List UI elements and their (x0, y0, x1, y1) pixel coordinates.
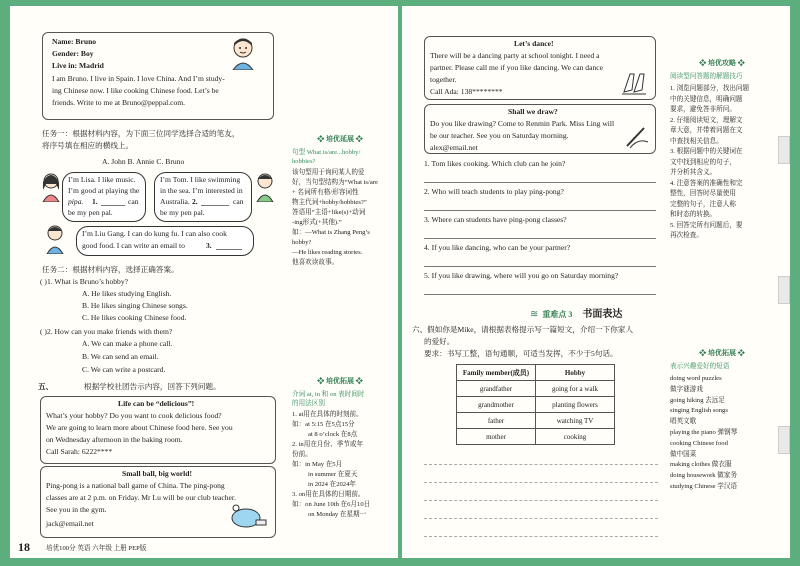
sidebar-line: 1. 浏览问题部分，找出问题 (670, 85, 750, 92)
writing-line-4[interactable] (424, 518, 658, 519)
lisa-line-4: be my pen pal. (68, 208, 113, 217)
palette-icon (624, 124, 650, 150)
draw-line-2: be our teacher. See you on Saturday morning. (430, 131, 569, 140)
task1-instruction-2: 将序号填在相应的横线上。 (42, 141, 134, 150)
profile-gender: Gender: Boy (52, 49, 94, 58)
notice-cooking-line-4: Call Sarah: 6222**** (46, 447, 113, 456)
side2-line-6: 2. in用在月份、季节或年 (292, 441, 364, 448)
focus-label: 重难点 3 (542, 310, 573, 319)
notice-cooking-title: Life can be “delicious”! (118, 399, 195, 408)
page-number: 18 (18, 540, 30, 554)
task2-q1-b[interactable]: B. He likes singing Chinese songs. (82, 301, 188, 310)
side-extension-title-3: ❖ 培优拓展 ❖ (680, 348, 764, 358)
liu-gang-avatar-icon (44, 224, 66, 254)
lisa-line-2: I’m good at playing the (68, 186, 140, 195)
sidebar-line: 唱英文歌 (670, 418, 697, 426)
footer-book-info: 培优100分 英语 六年级 上册 PEP版 (46, 545, 147, 552)
side2-line-12: 如：on June 10th 在6月10日 (292, 501, 371, 508)
liu-line-2: good food. I can write an email to (82, 241, 185, 250)
task1-options: A. John B. Annie C. Bruno (102, 157, 185, 166)
side1-line-11: —He likes reading stories. (292, 249, 363, 256)
left-page (10, 6, 398, 558)
table-row: mother cooking (457, 429, 615, 445)
tom-line-2: in the sea. I’m interested in (160, 186, 243, 195)
side2-line-5: at 8 o’clock 在8点 (308, 431, 358, 438)
tom-line-1: I’m Tom. I like swimming (160, 175, 241, 184)
notice-cooking-line-3: on Wednesday afternoon in the baking room. (46, 435, 183, 444)
notice-pingpong-line-2: classes are at 2 p.m. on Friday. Mr Lu will be our club teacher. (46, 493, 236, 502)
side1-line-6: 物主代词+hobby/hobbies?” (292, 199, 367, 206)
notice-pingpong-line-4: jack@email.net (46, 519, 94, 528)
sidebar-line: 4. 注意答案的准确性和完 (670, 179, 743, 187)
writing-line-5[interactable] (424, 536, 658, 537)
wave-icon: ≋ (530, 309, 539, 320)
sidebar-line: 做中国菜 (670, 450, 697, 458)
sidebar-line: 3. 根据问题中的关键词在 (670, 148, 743, 155)
six-requirement: 要求：书写工整，语句通顺，可适当发挥，不少于5句话。 (424, 349, 618, 358)
task2-q1-c[interactable]: C. He likes cooking Chinese food. (82, 313, 187, 322)
table-row: grandmother planting flowers (457, 397, 615, 413)
sidebar-line: 中查找相关信息。 (670, 137, 723, 145)
table-row: grandfather going for a walk (457, 381, 615, 397)
sidebar-line: cooking Chinese food (670, 439, 728, 447)
six-instruction-1: 六、假如你是Mike，请根据表格提示写一篇短文，介绍一下你家人 (412, 325, 634, 334)
sidebar-line: making clothes 做衣服 (670, 461, 732, 469)
task2-q1-a[interactable]: A. He likes studying English. (82, 289, 172, 298)
side-extension-subtitle-3: 表示兴趣爱好的短语 (670, 363, 730, 370)
answer-line-1[interactable] (424, 182, 656, 183)
profile-text-3: friends. Write to me at Bruno@peppal.com. (52, 98, 186, 107)
focus-header (530, 304, 654, 318)
profile-text-1: I am Bruno. I live in Spain. I love China. And I’m study- (52, 74, 225, 83)
side1-line-12: 他喜欢读故事。 (292, 259, 339, 266)
lisa-avatar-icon (40, 172, 62, 202)
edge-tab (778, 426, 790, 454)
notice-pingpong-line-1: Ping-pong is a national ball game of China. The ping-pong (46, 481, 225, 490)
bruno-avatar-icon (228, 36, 258, 70)
side1-line-2: hobbies? (292, 158, 316, 165)
tom-answer-blank[interactable] (201, 205, 229, 206)
task2-title: 任务二：根据材料内容，选择正确答案。 (42, 265, 179, 274)
dance-shoes-icon (620, 68, 648, 96)
profile-live: Live in: Madrid (52, 61, 104, 70)
draw-title: Shall we draw? (508, 107, 558, 116)
table-header-member: Family member(成员) (457, 365, 536, 381)
side1-line-3: 该句型用于询问某人的爱 (292, 169, 365, 176)
side1-line-7: 答语用“主语+like(s)+动词 (292, 209, 366, 216)
task2-q2-a[interactable]: A. We can make a phone call. (82, 339, 173, 348)
side-extension-title-2: ❖ 培优拓展 ❖ (300, 376, 380, 386)
table-row: father watching TV (457, 413, 615, 429)
writing-line-1[interactable] (424, 464, 658, 465)
side-strategy-subtitle: 阅读型问答题的解题技巧 (670, 73, 743, 80)
table-header-hobby: Hobby (536, 365, 615, 381)
dance-line-3: together. (430, 75, 457, 84)
sidebar-line: 2. 仔细阅读短文，理解文 (670, 116, 743, 124)
tom-blank-num: 2. (192, 197, 198, 206)
side2-line-3: 1. at用在具体的时刻前。 (292, 411, 363, 418)
dance-line-1: There will be a dancing party at school tonight. I need a (430, 51, 600, 60)
side2-line-11: 3. on用在具体的日期前。 (292, 491, 365, 498)
lisa-blank-num: 1. (92, 197, 98, 206)
sidebar-line: playing the piano 弹钢琴 (670, 429, 738, 436)
question-1: 1. Tom likes cooking. Which club can he join? (424, 159, 566, 168)
liu-answer-blank[interactable] (216, 249, 242, 250)
answer-line-4[interactable] (424, 266, 656, 267)
side1-line-9: 如：—What is Zhang Peng’s (292, 229, 370, 236)
question-5: 5. If you like drawing, where will you go on Saturday morning? (424, 271, 619, 280)
sidebar-line: 文中找到相应的句子， (670, 158, 736, 166)
sidebar-line: going hiking 去远足 (670, 396, 725, 404)
side2-line-8: 如：in May 在5月 (292, 461, 343, 468)
task2-q2-b[interactable]: B. We can send an email. (82, 352, 159, 361)
focus-title: 书面表达 (582, 309, 623, 320)
sidebar-line: 章大意，并带着问题在文 (670, 127, 743, 134)
notice-pingpong-title: Small ball, big world! (122, 469, 193, 478)
side2-line-9: in summer 在夏天 (308, 471, 358, 478)
side1-line-4: 好，当句型结构为“What is/are (292, 179, 378, 186)
task2-q2[interactable]: ( )2. How can you make friends with them? (40, 327, 173, 336)
lisa-line-3a: pipa. (68, 197, 84, 206)
tom-line-3c: can (233, 197, 244, 206)
side-strategy-title: ❖ 培优攻略 ❖ (680, 58, 764, 68)
lisa-line-1: I’m Lisa. I like music. (68, 175, 136, 184)
draw-line-1: Do you like drawing? Come to Renmin Park. Miss Ling will (430, 119, 615, 128)
question-3: 3. Where can students have ping-pong classes? (424, 215, 567, 224)
sidebar-line: doing word puzzles (670, 375, 722, 382)
answer-line-2[interactable] (424, 210, 656, 211)
section-five-instruction: 根据学校社团告示内容，回答下列问题。 (84, 382, 221, 391)
sidebar-line: 中的关键信息，明确问题 (670, 95, 743, 103)
sidebar-line: 整性，回答时尽量使用 (670, 190, 736, 197)
ping-pong-paddle-icon (228, 502, 268, 532)
question-2: 2. Who will teach students to play ping-pong? (424, 187, 564, 196)
sidebar-line: 并分析其含义。 (670, 169, 717, 176)
side2-line-2: 的用法区别 (292, 400, 325, 407)
notice-cooking-line-2: We are going to learn more about Chinese food here. See you (46, 423, 233, 432)
liu-line-1: I’m Liu Gang. I can do kung fu. I can also cook (82, 229, 227, 238)
section-five-number: 五、 (38, 382, 54, 391)
lisa-answer-blank[interactable] (101, 205, 125, 206)
tom-line-3a: Australia. (160, 197, 190, 206)
draw-line-3: alex@email.net (430, 143, 478, 152)
answer-line-3[interactable] (424, 238, 656, 239)
task2-q2-c[interactable]: C. We can write a postcard. (82, 365, 166, 374)
sidebar-line: singing English songs (670, 407, 728, 415)
side-extension-title-1: ❖ 培优延展 ❖ (300, 134, 380, 144)
profile-text-2: ing Chinese now. I like cooking Chinese food. Let’s be (52, 86, 219, 95)
writing-line-3[interactable] (424, 500, 658, 501)
side1-line-5: + 名词所有格/形容词性 (292, 189, 359, 196)
sidebar-line: 做字谜游戏 (670, 385, 703, 393)
dance-line-4: Call Ada: 138******** (430, 87, 503, 96)
sidebar-line: 要求，避免答非所问。 (670, 106, 736, 113)
six-instruction-2: 的爱好。 (424, 337, 455, 346)
dance-title: Let’s dance! (514, 39, 554, 48)
side1-line-1: 句型 What is/are...hobby/ (292, 149, 361, 156)
sidebar-line: 5. 回答完所有问题后，要 (670, 221, 743, 229)
task2-q1[interactable]: ( )1. What is Bruno’s hobby? (40, 277, 129, 286)
sidebar-line: 再次检查。 (670, 232, 703, 239)
side1-line-10: hobby? (292, 239, 312, 246)
sidebar-line: studying Chinese 学汉语 (670, 483, 738, 490)
family-hobby-table (456, 364, 615, 445)
profile-name: Name: Bruno (52, 37, 97, 46)
side2-line-4: 如：at 5:15 在5点15分 (292, 421, 355, 428)
tom-line-4: be my pen pal. (160, 208, 205, 217)
side2-line-7: 份前。 (292, 451, 312, 458)
task1-instruction-1: 任务一：根据材料内容，为下面三位同学选择合适的笔友， (42, 129, 240, 138)
edge-tab (778, 276, 790, 304)
right-page (402, 6, 790, 558)
edge-tab (778, 136, 790, 164)
sidebar-line: 和时态的转换。 (670, 211, 717, 218)
side2-line-13: on Monday 在星期一 (308, 511, 367, 518)
dance-line-2: partner. Please call me if you like dancing. We can dance (430, 63, 603, 72)
side1-line-8: -ing形式(+其他).” (292, 219, 342, 226)
notice-cooking-line-1: What’s your hobby? Do you want to cook delicious food? (46, 411, 222, 420)
answer-line-5[interactable] (424, 294, 656, 295)
sidebar-line: 完整的句子，注意人称 (670, 200, 736, 208)
question-4: 4. If you like dancing, who can be your partner? (424, 243, 571, 252)
liu-blank-num: 3. (206, 241, 212, 250)
sidebar-line: doing housework 做家务 (670, 472, 738, 480)
tom-avatar-icon (254, 172, 276, 202)
side2-line-1: 介词 at, in 和 on 表时间时 (292, 391, 365, 398)
lisa-line-3c: can (128, 197, 139, 206)
writing-line-2[interactable] (424, 482, 658, 483)
notice-pingpong-line-3: See you in the gym. (46, 505, 107, 514)
side2-line-10: in 2024 在2024年 (308, 481, 356, 488)
